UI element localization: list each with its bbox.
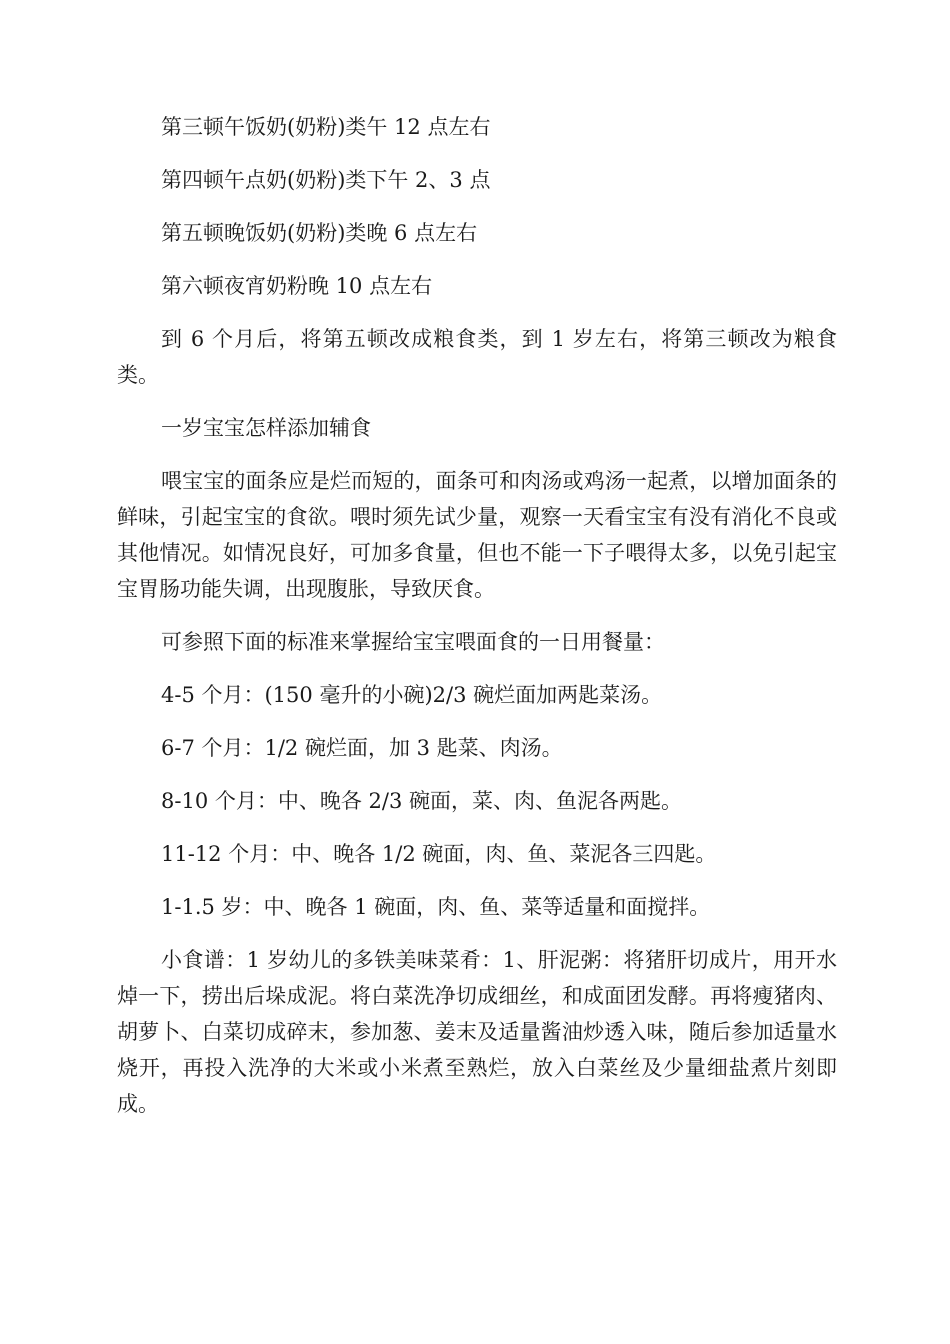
paragraph-six-months-change: 到 6 个月后，将第五顿改成粮食类，到 1 岁左右，将第三顿改为粮食类。 (117, 327, 837, 387)
list-item-1-1-5-years: 1-1.5 岁：中、晚各 1 碗面，肉、鱼、菜等适量和面搅拌。 (161, 895, 711, 919)
paragraph-meal-five: 第五顿晚饭奶(奶粉)类晚 6 点左右 (161, 221, 478, 245)
section-heading-one-year: 一岁宝宝怎样添加辅食 (161, 416, 371, 440)
list-item-11-12-months: 11-12 个月：中、晚各 1/2 碗面，肉、鱼、菜泥各三四匙。 (161, 842, 717, 866)
document-body (117, 109, 837, 1139)
paragraph-daily-amount-intro: 可参照下面的标准来掌握给宝宝喂面食的一日用餐量： (161, 630, 665, 654)
paragraph-meal-four: 第四顿午点奶(奶粉)类下午 2、3 点 (161, 168, 491, 192)
list-item-8-10-months: 8-10 个月：中、晚各 2/3 碗面，菜、肉、鱼泥各两匙。 (161, 789, 682, 813)
list-item-4-5-months: 4-5 个月：(150 毫升的小碗)2/3 碗烂面加两匙菜汤。 (161, 683, 663, 707)
paragraph-meal-six: 第六顿夜宵奶粉晚 10 点左右 (161, 274, 433, 298)
list-item-6-7-months: 6-7 个月：1/2 碗烂面，加 3 匙菜、肉汤。 (161, 736, 563, 760)
paragraph-small-recipe: 小食谱：1 岁幼儿的多铁美味菜肴：1、肝泥粥：将猪肝切成片，用开水焯一下，捞出后垛成泥。将白菜洗净切成细丝，和成面团发酵。再将瘦猪肉、胡萝卜、白菜切成碎末，参加葱、姜末及适量酱油炒透入味，随后参加适量水烧开，再投入洗净的大米或小米煮至熟烂，放入白菜丝及少量细盐煮片刻即成。 (117, 948, 837, 1116)
paragraph-noodle-feeding: 喂宝宝的面条应是烂而短的，面条可和肉汤或鸡汤一起煮，以增加面条的鲜味，引起宝宝的食欲。喂时须先试少量，观察一天看宝宝有没有消化不良或其他情况。如情况良好，可加多食量，但也不能一下子喂得太多，以免引起宝宝胃肠功能失调，出现腹胀，导致厌食。 (117, 469, 837, 601)
paragraph-meal-three: 第三顿午饭奶(奶粉)类午 12 点左右 (161, 115, 491, 139)
